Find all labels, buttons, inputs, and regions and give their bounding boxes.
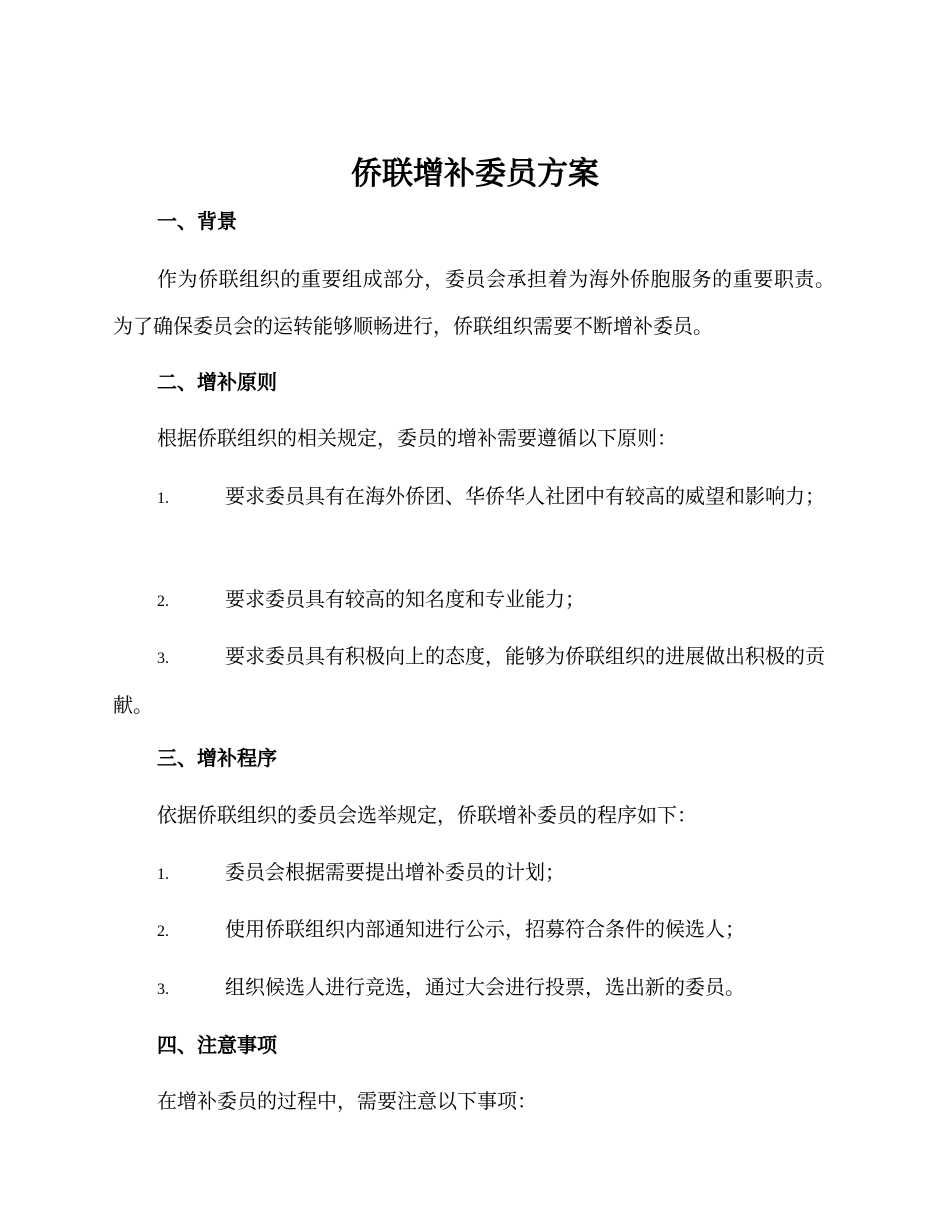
section-heading-notes: 四、注意事项 [157, 1033, 277, 1057]
list-item [113, 633, 835, 729]
list-item-number: 3. [157, 981, 169, 998]
list-item-number: 3. [157, 650, 169, 667]
section-intro-notes: 在增补委员的过程中，需要注意以下事项： [157, 1089, 537, 1113]
list-item-text: 委员会根据需要提出增补委员的计划； [225, 860, 565, 884]
list-item-text: 组织候选人进行竞选，通过大会进行投票，选出新的委员。 [225, 975, 745, 999]
list-item-text: 要求委员具有较高的知名度和专业能力； [225, 587, 585, 611]
list-item [113, 849, 835, 898]
section-heading-procedure: 三、增补程序 [157, 746, 277, 770]
list-item [113, 473, 835, 522]
section-intro-procedure: 依据侨联组织的委员会选举规定，侨联增补委员的程序如下： [157, 803, 697, 827]
list-item [113, 576, 835, 625]
list-item-number: 1. [157, 866, 169, 883]
section-intro-principles: 根据侨联组织的相关规定，委员的增补需要遵循以下原则： [157, 426, 677, 450]
list-item-text: 要求委员具有积极向上的态度，能够为侨联组织的进展做出积极的贡献。 [113, 644, 825, 717]
list-item-number: 2. [157, 923, 169, 940]
list-item-number: 2. [157, 593, 169, 610]
section-paragraph-background: 作为侨联组织的重要组成部分，委员会承担着为海外侨胞服务的重要职责。为了确保委员会的运转能够顺畅进行，侨联组织需要不断增补委员。 [113, 267, 835, 338]
list-item-text: 要求委员具有在海外侨团、华侨华人社团中有较高的威望和影响力； [225, 484, 825, 508]
list-item-text: 使用侨联组织内部通知进行公示，招募符合条件的候选人； [225, 917, 745, 941]
list-item [113, 906, 835, 955]
list-item-number: 1. [157, 490, 169, 507]
document-title: 侨联增补委员方案 [351, 156, 599, 192]
section-heading-principles: 二、增补原则 [157, 370, 277, 394]
list-item [113, 964, 835, 1013]
section-heading-background: 一、背景 [157, 209, 237, 233]
